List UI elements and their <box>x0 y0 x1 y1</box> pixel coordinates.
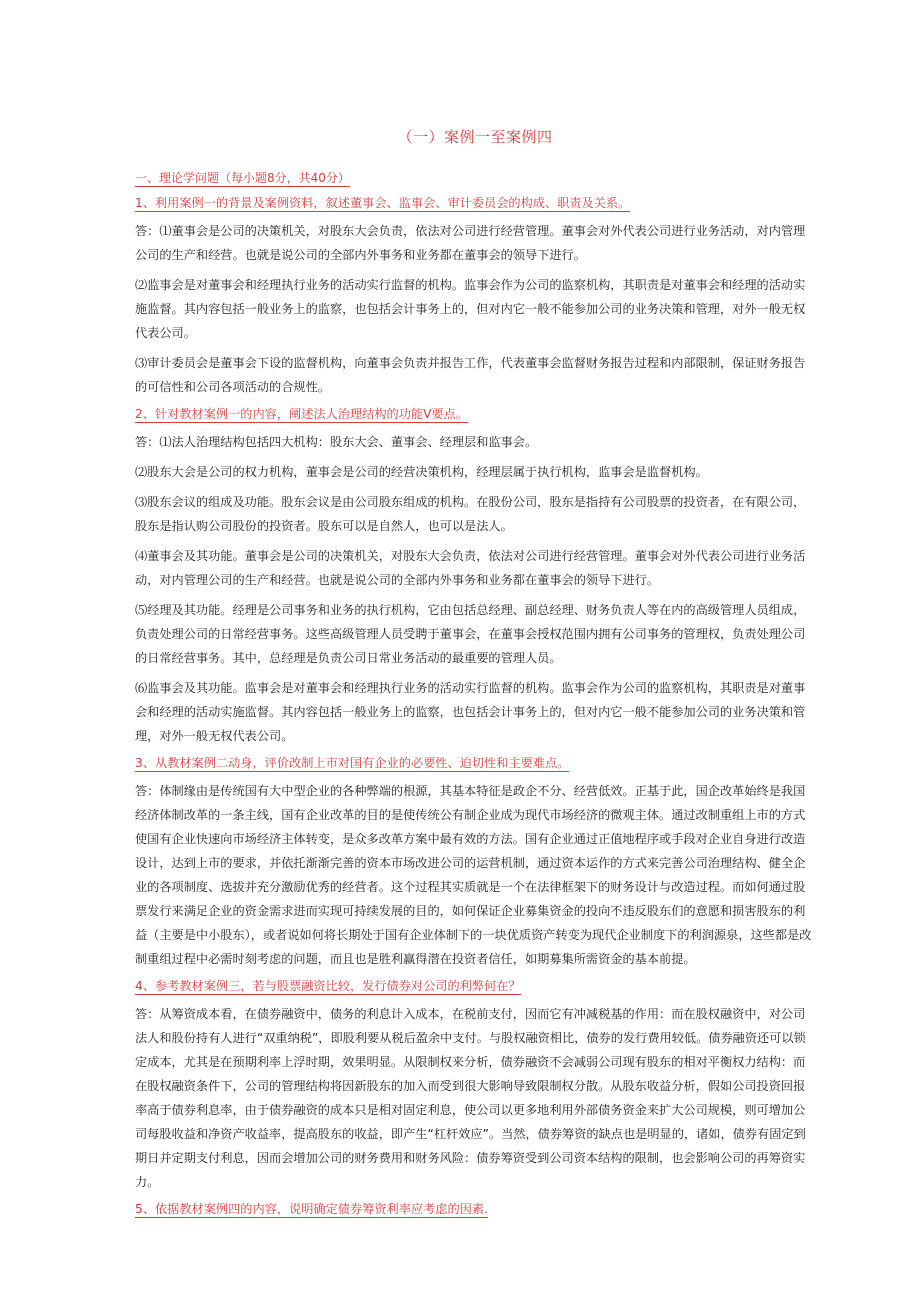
page-title: （一）案例一至案例四 <box>397 128 553 146</box>
document-content <box>135 126 815 1225</box>
question-4-text: 4、参考教材案例三，若与股票融资比较，发行债券对公司的利弊何在？ <box>135 979 521 993</box>
section-heading <box>135 169 815 186</box>
answer-paragraph: ⑹监事会及其功能。监事会是对董事会和经理执行业务的活动实行监督的机构。监事会作为公司的监察机构，其职责是对董事会和经理的活动实施监督。其内容包括一般业务上的监察，也包括会计事务上的，但对内它一般不能参加公司的业务决策和管理，对外一般无权代表公司。 <box>135 681 806 743</box>
question-5-text: 5、依据教材案例四的内容，说明确定债券筹资利率应考虑的因素. <box>135 1202 488 1216</box>
answer-paragraph: ⑶股东会议的组成及功能。股东会议是由公司股东组成的机构。在股份公司，股东是指持有公司股票的投资者，在有限公司，股东是指认购公司股份的投资者。股东可以是自然人，也可以是法人。 <box>135 495 806 533</box>
answer-paragraph: 答：体制缘由是传统国有大中型企业的各种弊端的根源，其基本特征是政企不分、经营低效。正基于此，国企改革始终是我国经济体制改革的一条主线，国有企业改革的目的是使传统公有制企业成为现代市场经济的微观主体。通过改制重组上市的方式使国有企业快速向市场经济主体转变，是众多改革方案中最有效的方法。国有企业通过正值地程序或手段对企业自身进行改造设计，达到上市的要求，并依托渐渐完善的资本市场改进公司的运营机制，通过资本运作的方式来完善公司治理结构、健全企业的各项制度、选拔并充分激励优秀的经营者。这个过程其实质就是一个在法律框架下的财务设计与改造过程。而如何通过股票发行来满足企业的资金需求进而实现可持续发展的目的，如何保证企业募集资金的投向不违反股东们的意愿和损害股东的利益（主要是中小股东），或者说如何将长期处于国有企业体制下的一块优质资产转变为现代企业制度下的利润源泉，这些都是改制重组过程中必需时刻考虑的问题，而且也是胜利赢得潜在投资者信任，如期募集所需资金的基本前提。 <box>135 784 812 966</box>
section-heading-text: 一、理论学问题（每小题8分，共40分） <box>135 171 350 185</box>
answer-paragraph: 答：从筹资成本看，在债券融资中，债务的利息计入成本，在税前支付，因而它有冲减税基的作用：而在股权融资中，对公司法人和股份持有人进行“双重纳税”，即股利要从税后盈余中支付。与股权融资相比，债券的发行费用较低。债券融资还可以锁定成本，尤其是在预期利率上浮时期，效果明显。从限制权来分析，债券融资不会减弱公司现有股东的相对平衡权力结构：而在股权融资条件下，公司的管理结构将因新股东的加入而受到很大影响导致限制权分散。从股东收益分析，假如公司投资回报率高于债券利息率，由于债券融资的成本只是相对固定利息，使公司以更多地利用外部债务资金来扩大公司规模，则可增加公司每股收益和净资产收益率，提高股东的收益，即产生“杠杆效应”。当然，债券筹资的缺点也是明显的，诸如，债券有固定到期日并定期支付利息，因而会增加公司的财务费用和财务风险：债券筹资受到公司资本结构的限制，也会影响公司的再筹资实力。 <box>135 1007 806 1189</box>
answer-paragraph: ⑵股东大会是公司的权力机构，董事会是公司的经营决策机构，经理层属于执行机构，监事会是监督机构。 <box>135 465 708 479</box>
question-2-text: 2、针对教材案例一的内容，阐述法人治理结构的功能V要点。 <box>135 407 468 421</box>
question-1 <box>135 194 815 211</box>
answer-paragraph: 答：⑴法人治理结构包括四大机构：股东大会、董事会、经理层和监事会。 <box>135 435 538 449</box>
answer-paragraph: ⑸经理及其功能。经理是公司事务和业务的执行机构，它由包括总经理、副总经理、财务负责人等在内的高级管理人员组成，负责处理公司的日常经营事务。这些高级管理人员受聘于董事会，在董事会授权范围内拥有公司事务的管理权，负责处理公司的日常经营事务。其中，总经理是负责公司日常业务活动的最重要的管理人员。 <box>135 603 806 665</box>
question-5 <box>135 1200 815 1217</box>
question-1-text: 1、利用案例一的背景及案例资料，叙述董事会、监事会、审计委员会的构成、职责及关系。 <box>135 196 631 210</box>
question-2 <box>135 405 815 422</box>
question-4 <box>135 977 815 994</box>
question-3-text: 3、从教材案例二动身，评价改制上市对国有企业的必要性、迫切性和主要难点。 <box>135 756 570 770</box>
answer-paragraph: 答：⑴董事会是公司的决策机关，对股东大会负责，依法对公司进行经营管理。董事会对外代表公司进行业务活动，对内管理公司的生产和经营。也就是说公司的全部内外事务和业务都在董事会的领导下进行。 <box>135 224 806 262</box>
answer-paragraph: ⑶审计委员会是董事会下设的监督机构，向董事会负责并报告工作，代表董事会监督财务报告过程和内部限制，保证财务报告的可信性和公司各项活动的合规性。 <box>135 356 806 394</box>
question-3 <box>135 754 815 771</box>
answer-paragraph: ⑵监事会是对董事会和经理执行业务的活动实行监督的机构。监事会作为公司的监察机构，其职责是对董事会和经理的活动实施监督。其内容包括一般业务上的监察，也包括会计事务上的，但对内它一般不能参加公司的业务决策和管理，对外一般无权代表公司。 <box>135 278 806 340</box>
answer-paragraph: ⑷董事会及其功能。董事会是公司的决策机关，对股东大会负责，依法对公司进行经营管理。董事会对外代表公司进行业务活动，对内管理公司的生产和经营。也就是说公司的全部内外事务和业务都在董事会的领导下进行。 <box>135 549 806 587</box>
